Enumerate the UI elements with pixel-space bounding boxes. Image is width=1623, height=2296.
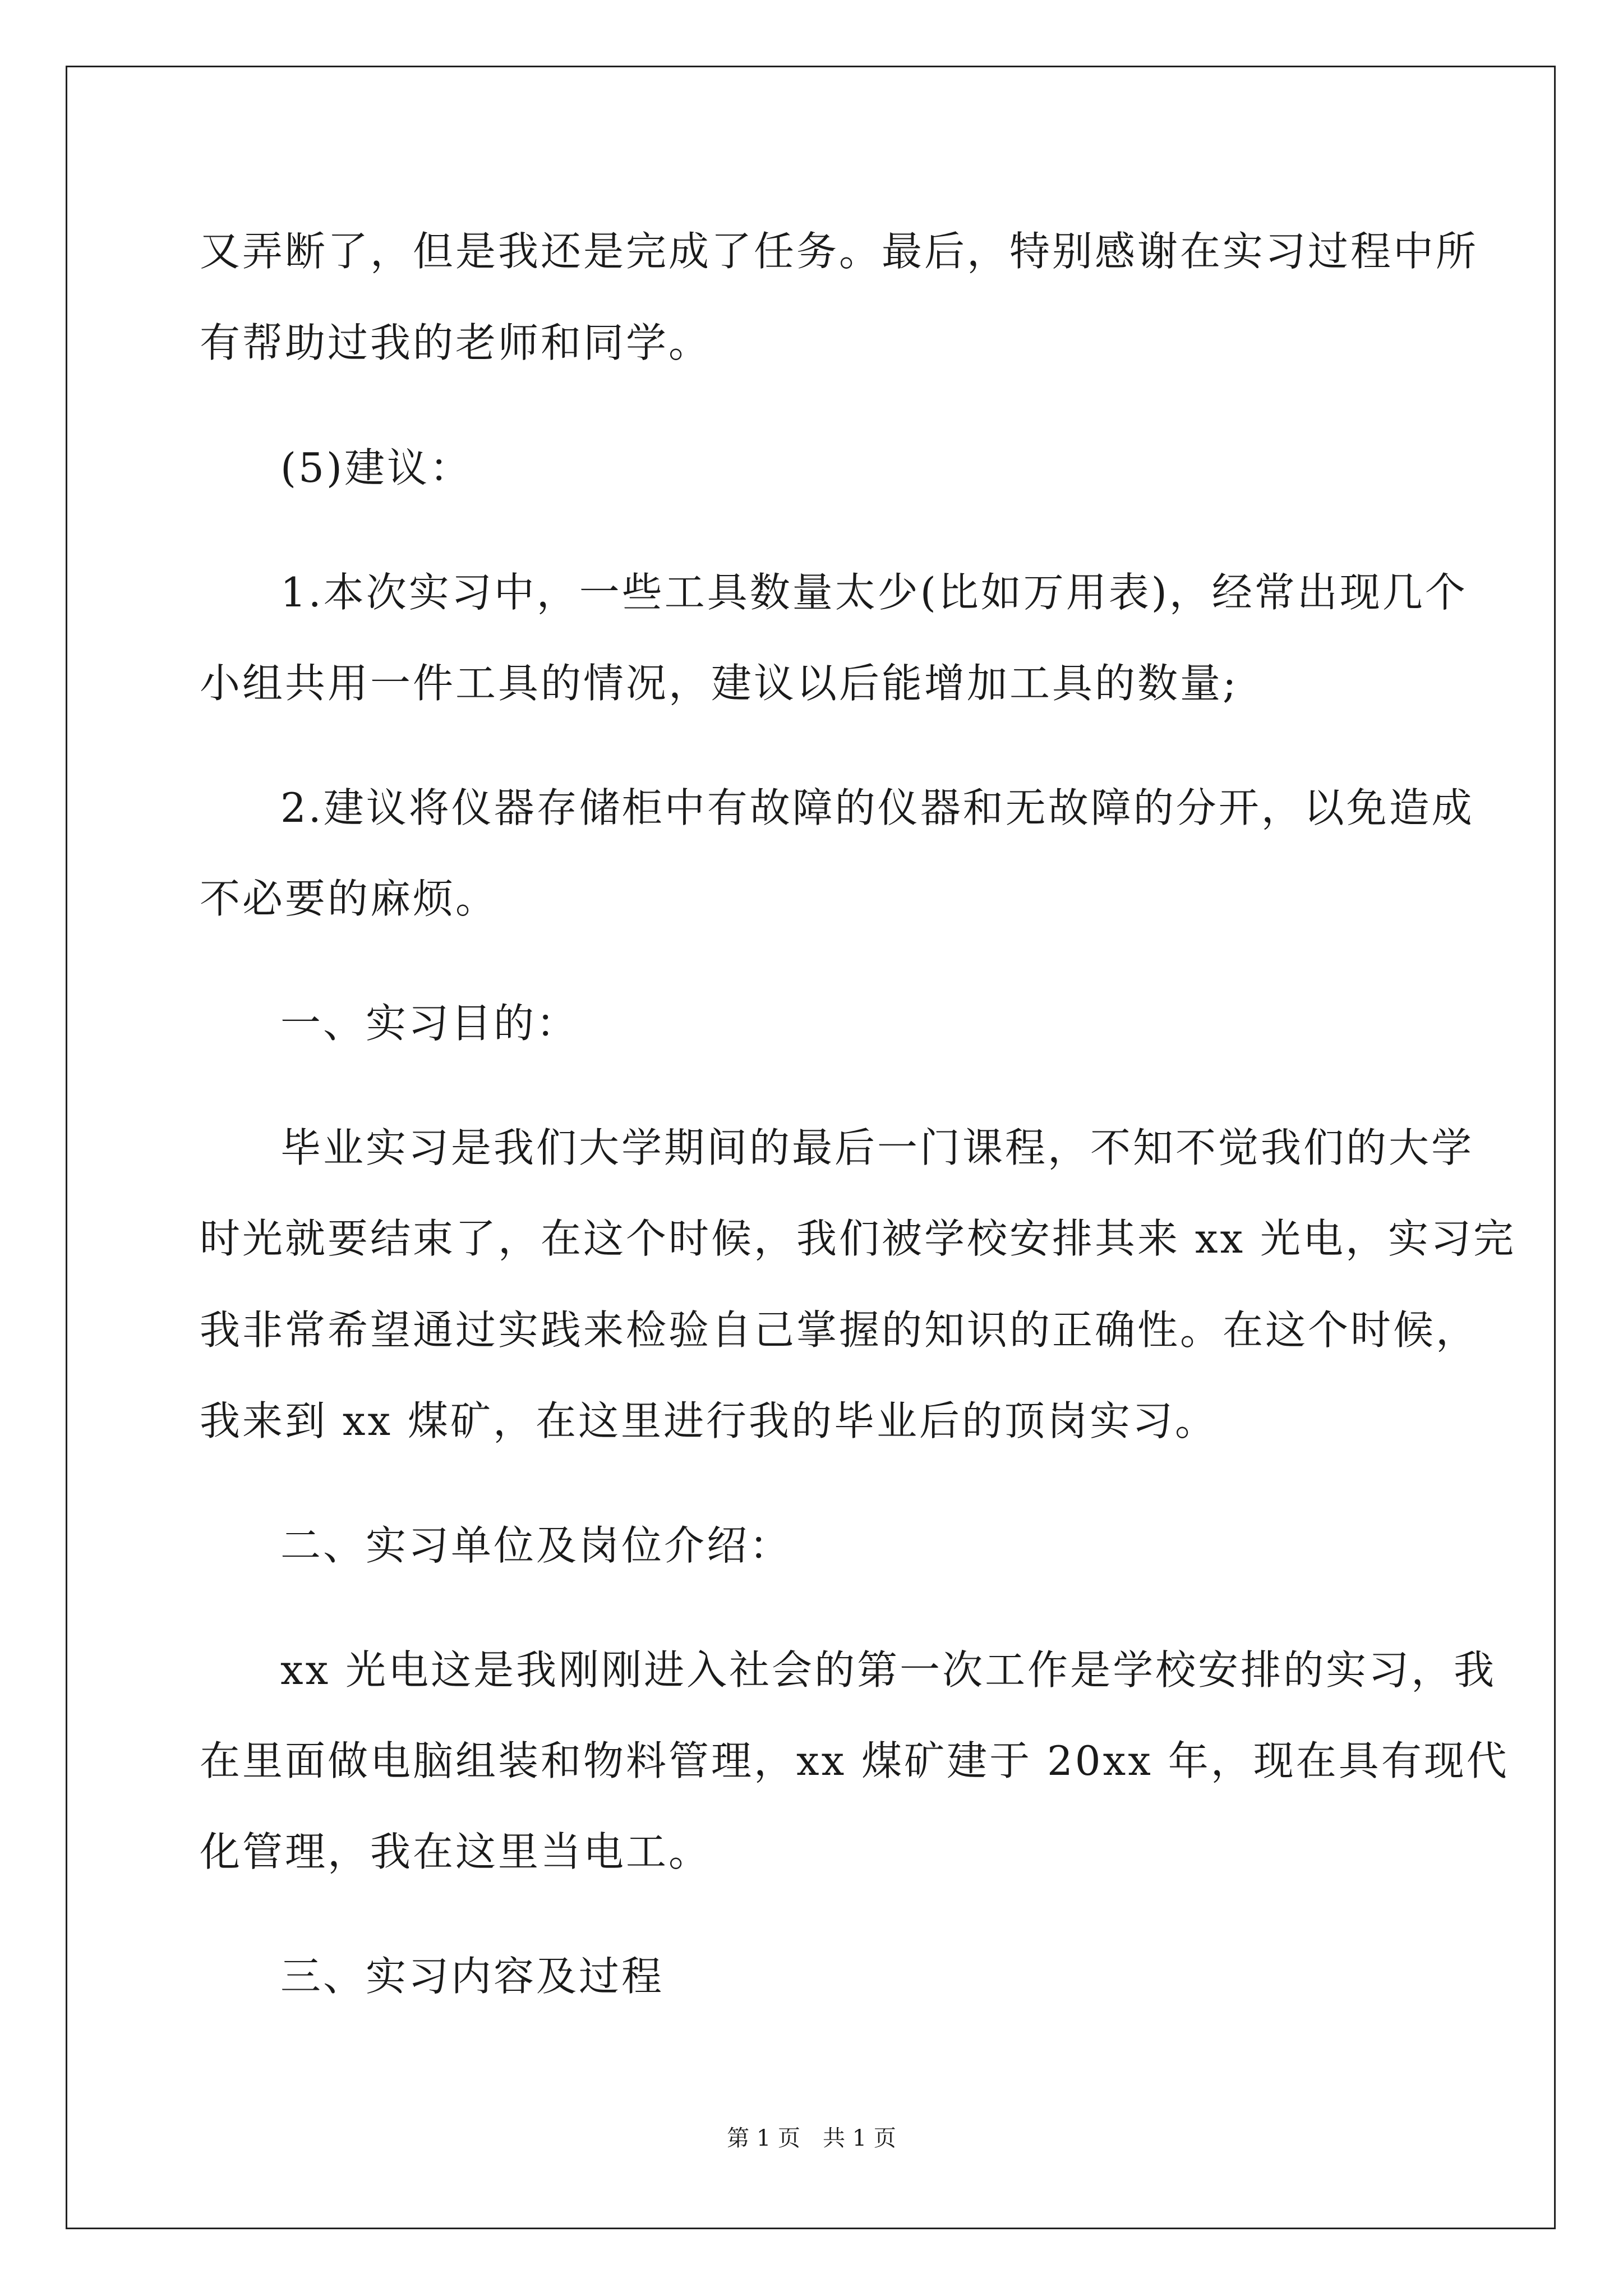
paragraph-line: 化管理，我在这里当电工。	[200, 1828, 712, 1875]
paragraph-line: 不必要的麻烦。	[200, 875, 499, 922]
section-heading: 三、实习内容及过程	[280, 1953, 665, 2000]
section-heading: (5)建议：	[280, 444, 472, 491]
paragraph-line: 毕业实习是我们大学期间的最后一门课程，不知不觉我们的大学	[280, 1124, 1474, 1171]
page-number-footer: 第 1 页 共 1 页	[727, 2125, 896, 2151]
paragraph-line: 小组共用一件工具的情况，建议以后能增加工具的数量;	[200, 660, 1239, 707]
paragraph-line: 在里面做电脑组装和物料管理，xx 煤矿建于 20xx 年，现在具有现代	[200, 1737, 1509, 1784]
paragraph-line: 2.建议将仪器存储柜中有故障的仪器和无故障的分开，以免造成	[280, 784, 1474, 831]
paragraph-line: 我来到 xx 煤矿，在这里进行我的毕业后的顶岗实习。	[200, 1397, 1218, 1444]
paragraph-line: 有帮助过我的老师和同学。	[200, 319, 712, 366]
section-heading: 二、实习单位及岗位介绍：	[280, 1522, 792, 1569]
paragraph-line: 又弄断了，但是我还是完成了任务。最后，特别感谢在实习过程中所	[200, 228, 1479, 275]
section-heading: 一、实习目的：	[280, 1000, 579, 1047]
paragraph-line: 我非常希望通过实践来检验自己掌握的知识的正确性。在这个时候，	[200, 1306, 1479, 1354]
paragraph-line: 1.本次实习中，一些工具数量太少(比如万用表)，经常出现几个	[280, 569, 1468, 616]
paragraph-line: xx 光电这是我刚刚进入社会的第一次工作是学校安排的实习，我	[280, 1646, 1497, 1694]
paragraph-line: 时光就要结束了，在这个时候，我们被学校安排其来 xx 光电，实习完	[200, 1215, 1516, 1262]
